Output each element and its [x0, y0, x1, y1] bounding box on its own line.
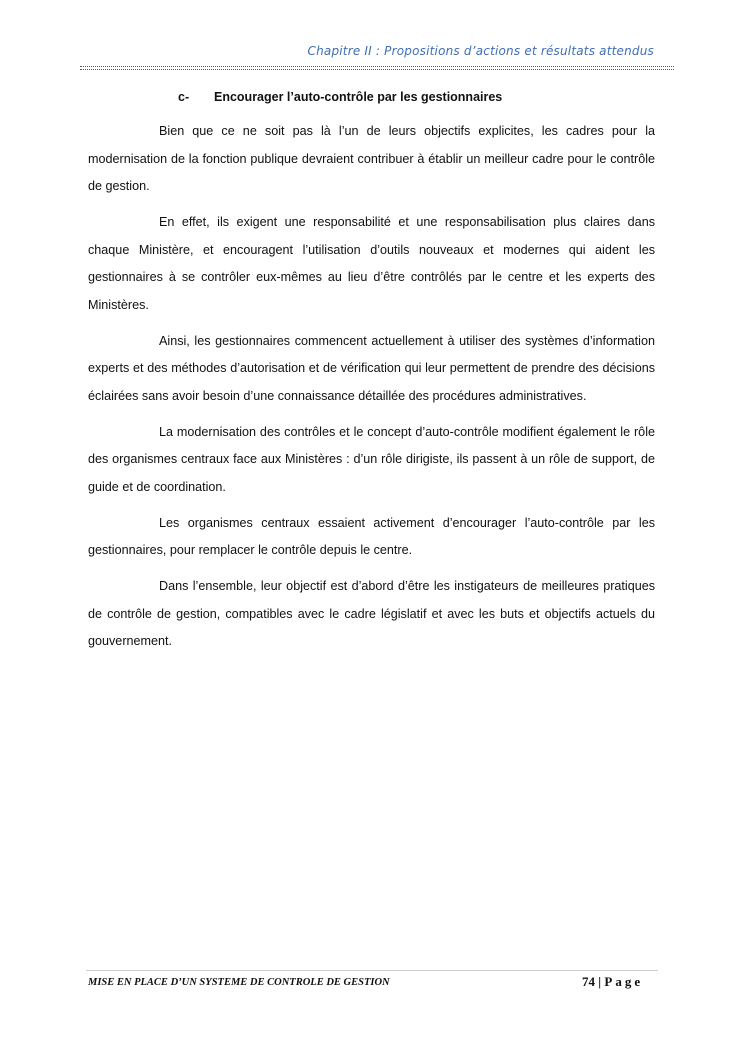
page-number-block [582, 974, 643, 990]
paragraph-1: Bien que ce ne soit pas là l’un de leurs objectifs explicites, les cadres pour la modernisation de la fonction publique devraient contribuer à établir un meilleur cadre pour le contrôle de gestion. [88, 124, 655, 193]
section-title: Encourager l’auto-contrôle par les gestionnaires [214, 90, 503, 104]
section-letter: c- [178, 90, 190, 104]
footer-divider [86, 970, 658, 971]
footer-document-title: MISE EN PLACE D’UN SYSTEME DE CONTROLE DE GESTION [88, 977, 390, 988]
header-divider [80, 66, 674, 67]
paragraph-5: Les organismes centraux essaient activement d’encourager l’auto-contrôle par les gestionnaires, pour remplacer le contrôle depuis le centre. [88, 515, 655, 557]
running-header: Chapitre II : Propositions d’actions et résultats attendus [307, 44, 654, 58]
header-divider-secondary [80, 69, 674, 70]
section-heading [178, 90, 502, 104]
page-number: 74 [582, 974, 595, 989]
paragraph-2: En effet, ils exigent une responsabilité et une responsabilisation plus claires dans chaque Ministère, et encouragent l’utilisation d’outils nouveaux et modernes qui aident les gestionnaires à se contrôler eux-mêmes au lieu d’être contrôlés par le centre et les experts des Ministères. [88, 215, 655, 312]
paragraph-4: La modernisation des contrôles et le concept d’auto-contrôle modifient également le rôle des organismes centraux face aux Ministères : d’un rôle dirigiste, ils passent à un rôle de support, de guide et de coordination. [88, 424, 655, 494]
page-separator: | [598, 974, 602, 989]
paragraph-3: Ainsi, les gestionnaires commencent actuellement à utiliser des systèmes d’information experts et des méthodes d’autorisation et de vérification qui leur permettent de prendre des décisions éclairées sans avoir besoin d’une connaissance détaillée des procédures administratives. [88, 333, 655, 403]
paragraph-6: Dans l’ensemble, leur objectif est d’abord d’être les instigateurs de meilleures pratiques de contrôle de gestion, compatibles avec le cadre législatif et avec les buts et objectifs actuels du gouvernement. [88, 579, 655, 648]
page-label: Page [604, 974, 644, 989]
body-text [88, 118, 655, 664]
